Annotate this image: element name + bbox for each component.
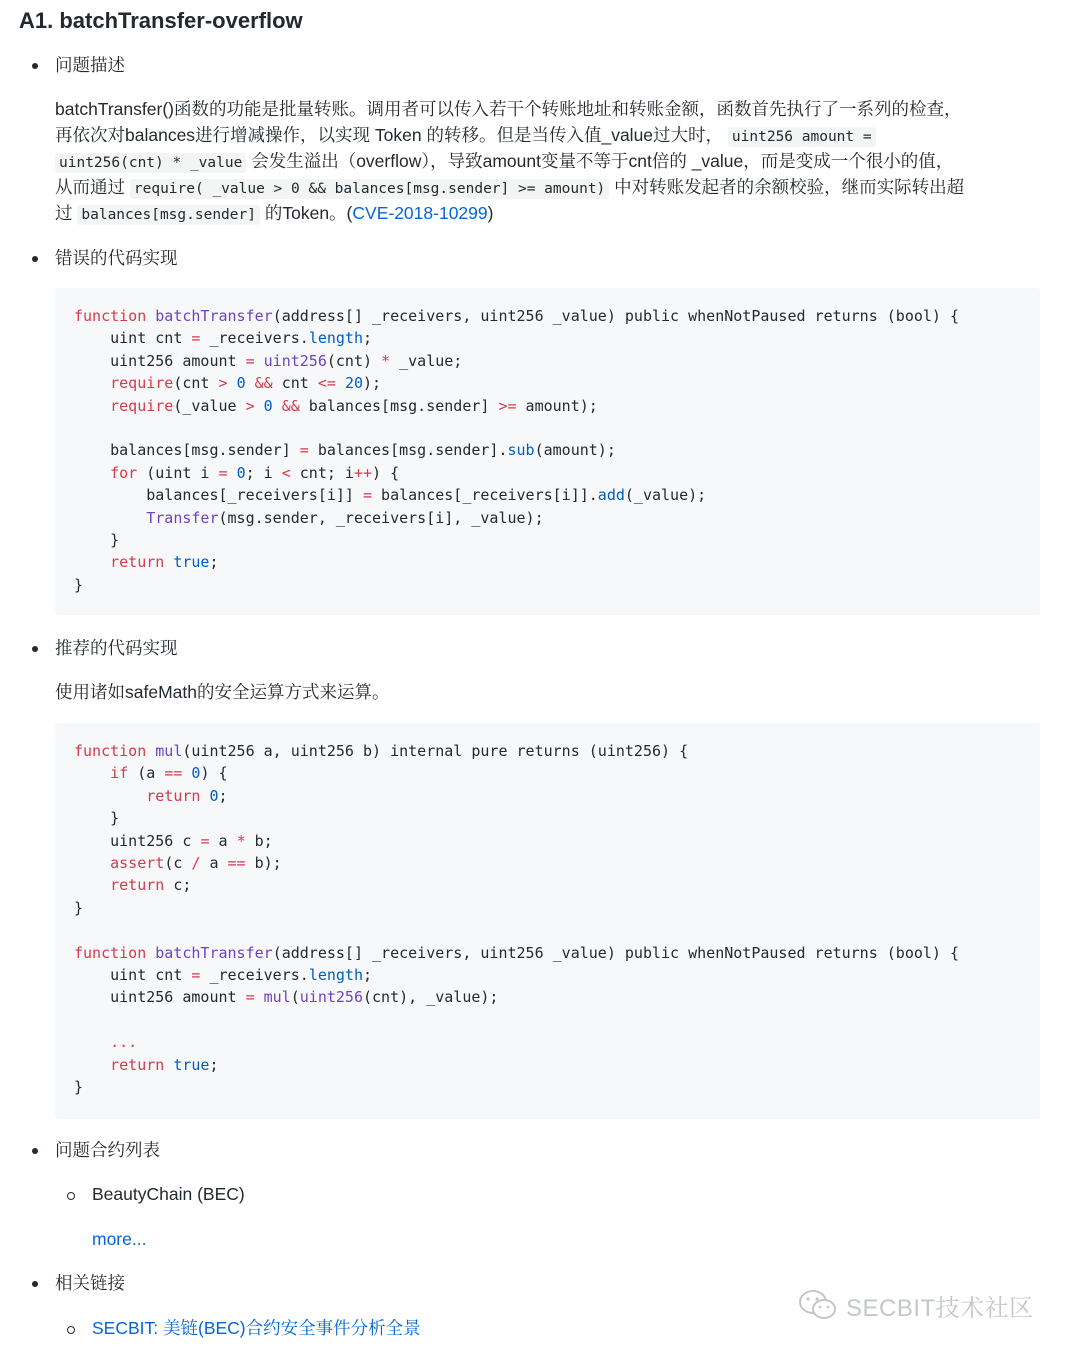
bullet-icon xyxy=(32,1148,38,1154)
recommended-code-block xyxy=(55,723,1040,1119)
secbit-analysis-link[interactable]: SECBIT: 美链(BEC)合约安全事件分析全景 xyxy=(92,1318,421,1338)
contract-item: BeautyChain (BEC) xyxy=(92,1184,245,1204)
desc-line-3: uint256(cnt) * _value 会发生溢出（overflow），导致amount变量不等于cnt倍的 _value，而是变成一个很小的值， xyxy=(55,148,1045,174)
desc-line-5: 过 balances[msg.sender] 的Token。(CVE-2018-10299) xyxy=(55,203,494,223)
problem-description xyxy=(55,96,1045,226)
bullet-icon xyxy=(32,1281,38,1287)
wechat-icon xyxy=(798,1288,838,1322)
desc-line-2: 再依次对balances进行增减操作，以实现 Token 的转移。但是当传入值_value过大时， uint256 amount = xyxy=(55,122,1045,148)
wrong-code-label: 错误的代码实现 xyxy=(55,248,178,268)
links-label: 相关链接 xyxy=(55,1273,125,1293)
recommended-description: 使用诸如safeMath的安全运算方式来运算。 xyxy=(55,682,390,702)
contracts-label: 问题合约列表 xyxy=(55,1140,160,1160)
section-title: A1. batchTransfer-overflow xyxy=(19,8,303,33)
wrong-code-block xyxy=(55,288,1040,615)
inline-code: uint256(cnt) * _value xyxy=(55,153,246,173)
desc-line-1: batchTransfer()函数的功能是批量转账。调用者可以传入若干个转账地址和转账金额，函数首先执行了一系列的检查， xyxy=(55,99,962,119)
code-listing: function mul(uint256 a, uint256 b) internal pure returns (uint256) { if (a == 0) { return 0; } uint256 c = a * b; assert(c / a == b); return c; } function batchTransfer(address[] _receivers, uint256 _value) public whenNotPaused returns (bool) { uint cnt = _receivers.length; uint256 amount = mul(uint256(cnt), _value); ... return true; } xyxy=(74,742,960,1097)
more-link[interactable]: more... xyxy=(92,1229,147,1249)
code-listing: function batchTransfer(address[] _receivers, uint256 _value) public whenNotPaused returns (bool) { uint cnt = _receivers.length; uint256 amount = uint256(cnt) * _value; require(cnt > 0 && cnt <= 20); require(_value > 0 && balances[msg.sender] >= amount); balances[msg.sender] = balances[msg.sender].sub(amount); for (uint i = 0; i < cnt; i++) { balances[_receivers[i]] = balances[_receivers[i]].add(_value); Transfer(msg.sender, _receivers[i], _value); } return true; } xyxy=(74,307,960,594)
watermark-text: SECBIT技术社区 xyxy=(846,1294,1034,1322)
desc-line-4: 从而通过 require( _value > 0 && balances[msg.sender] >= amount) 中对转账发起者的余额校验，继而实际转出超 xyxy=(55,177,965,197)
watermark xyxy=(798,1285,1048,1325)
circle-bullet-icon xyxy=(67,1192,75,1200)
inline-code: require( _value > 0 && balances[msg.sender] >= amount) xyxy=(130,179,609,199)
cve-link[interactable]: CVE-2018-10299 xyxy=(352,203,488,223)
inline-code: uint256 amount = xyxy=(728,127,876,147)
recommended-label: 推荐的代码实现 xyxy=(55,638,178,658)
bullet-icon xyxy=(32,646,38,652)
bullet-icon xyxy=(32,256,38,262)
circle-bullet-icon xyxy=(67,1326,75,1334)
problem-label: 问题描述 xyxy=(55,55,125,75)
bullet-icon xyxy=(32,63,38,69)
inline-code: balances[msg.sender] xyxy=(77,205,260,225)
